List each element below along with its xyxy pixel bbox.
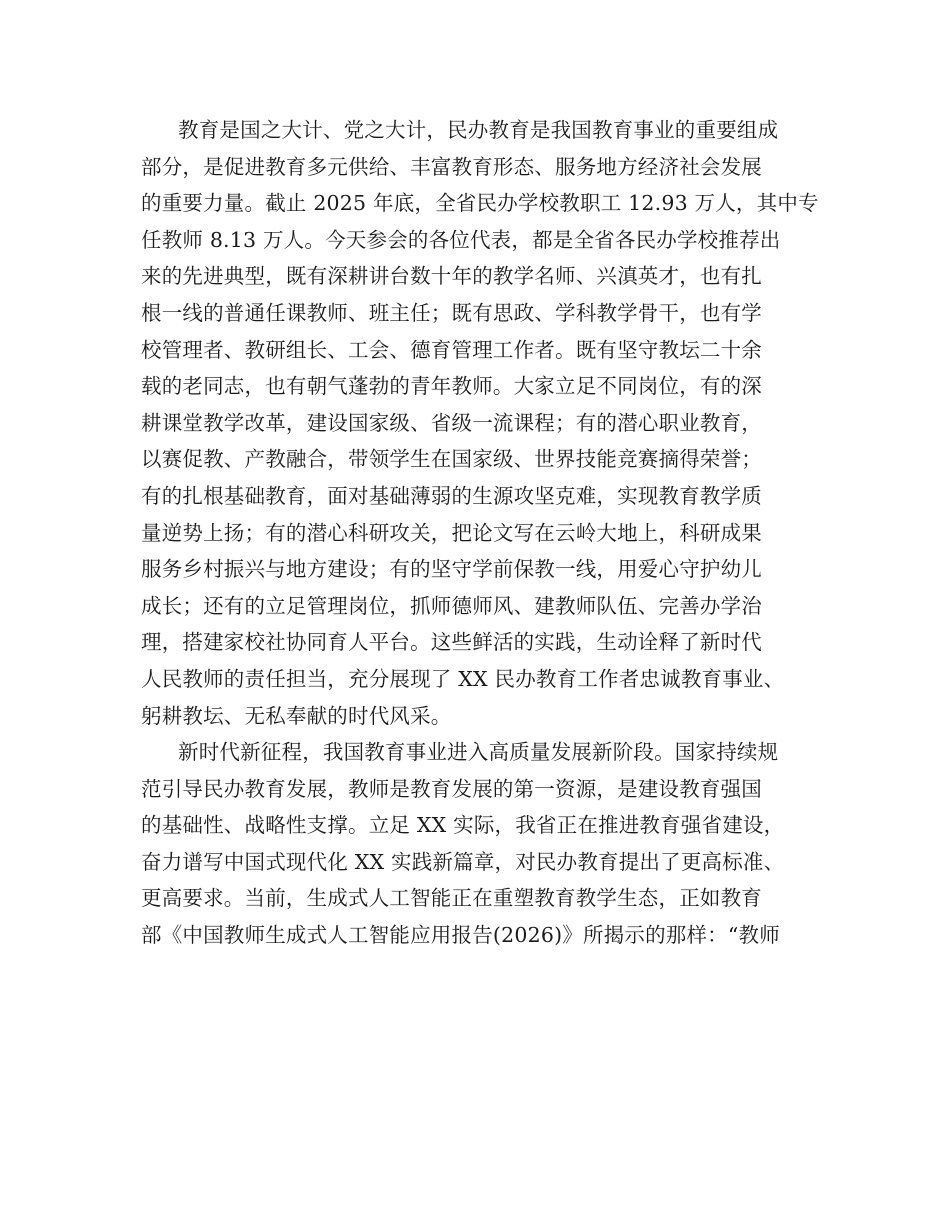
text-line: 载的老同志，也有朝气蓬勃的青年教师。大家立足不同岗位，有的深 bbox=[141, 374, 762, 399]
text-line: 奋力谱写中国式现代化 XX 实践新篇章，对民办教育提出了更高标准、 bbox=[141, 849, 785, 874]
text-line: 的基础性、战略性支撑。立足 XX 实际，我省正在推进教育强省建设， bbox=[141, 813, 785, 838]
text-line: 有的扎根基础教育，面对基础薄弱的生源攻坚克难，实现教育教学质 bbox=[141, 483, 762, 508]
paragraph-2 bbox=[141, 734, 821, 954]
text-line: 人民教师的责任担当，充分展现了 XX 民办教育工作者忠诚教育事业、 bbox=[141, 666, 785, 691]
text-line: 来的先进典型，既有深耕讲台数十年的教学名师、兴滇英才，也有扎 bbox=[141, 264, 762, 289]
text-line: 部《中国教师生成式人工智能应用报告(2026)》所揭示的那样：“教师 bbox=[141, 923, 780, 948]
text-line: 校管理者、教研组长、工会、德育管理工作者。既有坚守教坛二十余 bbox=[141, 337, 762, 362]
paragraph-1 bbox=[141, 112, 821, 734]
text-line: 范引导民办教育发展，教师是教育发展的第一资源，是建设教育强国 bbox=[141, 776, 762, 801]
text-line: 量逆势上扬；有的潜心科研攻关，把论文写在云岭大地上，科研成果 bbox=[141, 520, 762, 545]
text-line: 根一线的普通任课教师、班主任；既有思政、学科教学骨干，也有学 bbox=[141, 300, 762, 325]
text-line: 的重要力量。截止 2025 年底，全省民办学校教职工 12.93 万人，其中专 bbox=[141, 191, 819, 216]
text-line: 更高要求。当前，生成式人工智能正在重塑教育教学生态，正如教育 bbox=[141, 886, 762, 911]
text-line: 理，搭建家校社协同育人平台。这些鲜活的实践，生动诠释了新时代 bbox=[141, 630, 762, 655]
text-line: 新时代新征程，我国教育事业进入高质量发展新阶段。国家持续规 bbox=[178, 740, 779, 765]
text-line: 耕课堂教学改革，建设国家级、省级一流课程；有的潜心职业教育， bbox=[141, 410, 762, 435]
text-line: 以赛促教、产教融合，带领学生在国家级、世界技能竞赛摘得荣誉； bbox=[141, 447, 762, 472]
text-line: 教育是国之大计、党之大计，民办教育是我国教育事业的重要组成 bbox=[178, 118, 779, 142]
text-line: 成长；还有的立足管理岗位，抓师德师风、建教师队伍、完善办学治 bbox=[141, 593, 762, 618]
text-line: 任教师 8.13 万人。今天参会的各位代表，都是全省各民办学校推荐出 bbox=[141, 227, 781, 252]
document-body bbox=[141, 112, 821, 954]
text-line: 部分，是促进教育多元供给、丰富教育形态、服务地方经济社会发展 bbox=[141, 154, 762, 179]
text-line: 服务乡村振兴与地方建设；有的坚守学前保教一线，用爱心守护幼儿 bbox=[141, 557, 762, 582]
text-line: 躬耕教坛、无私奉献的时代风采。 bbox=[141, 703, 452, 728]
